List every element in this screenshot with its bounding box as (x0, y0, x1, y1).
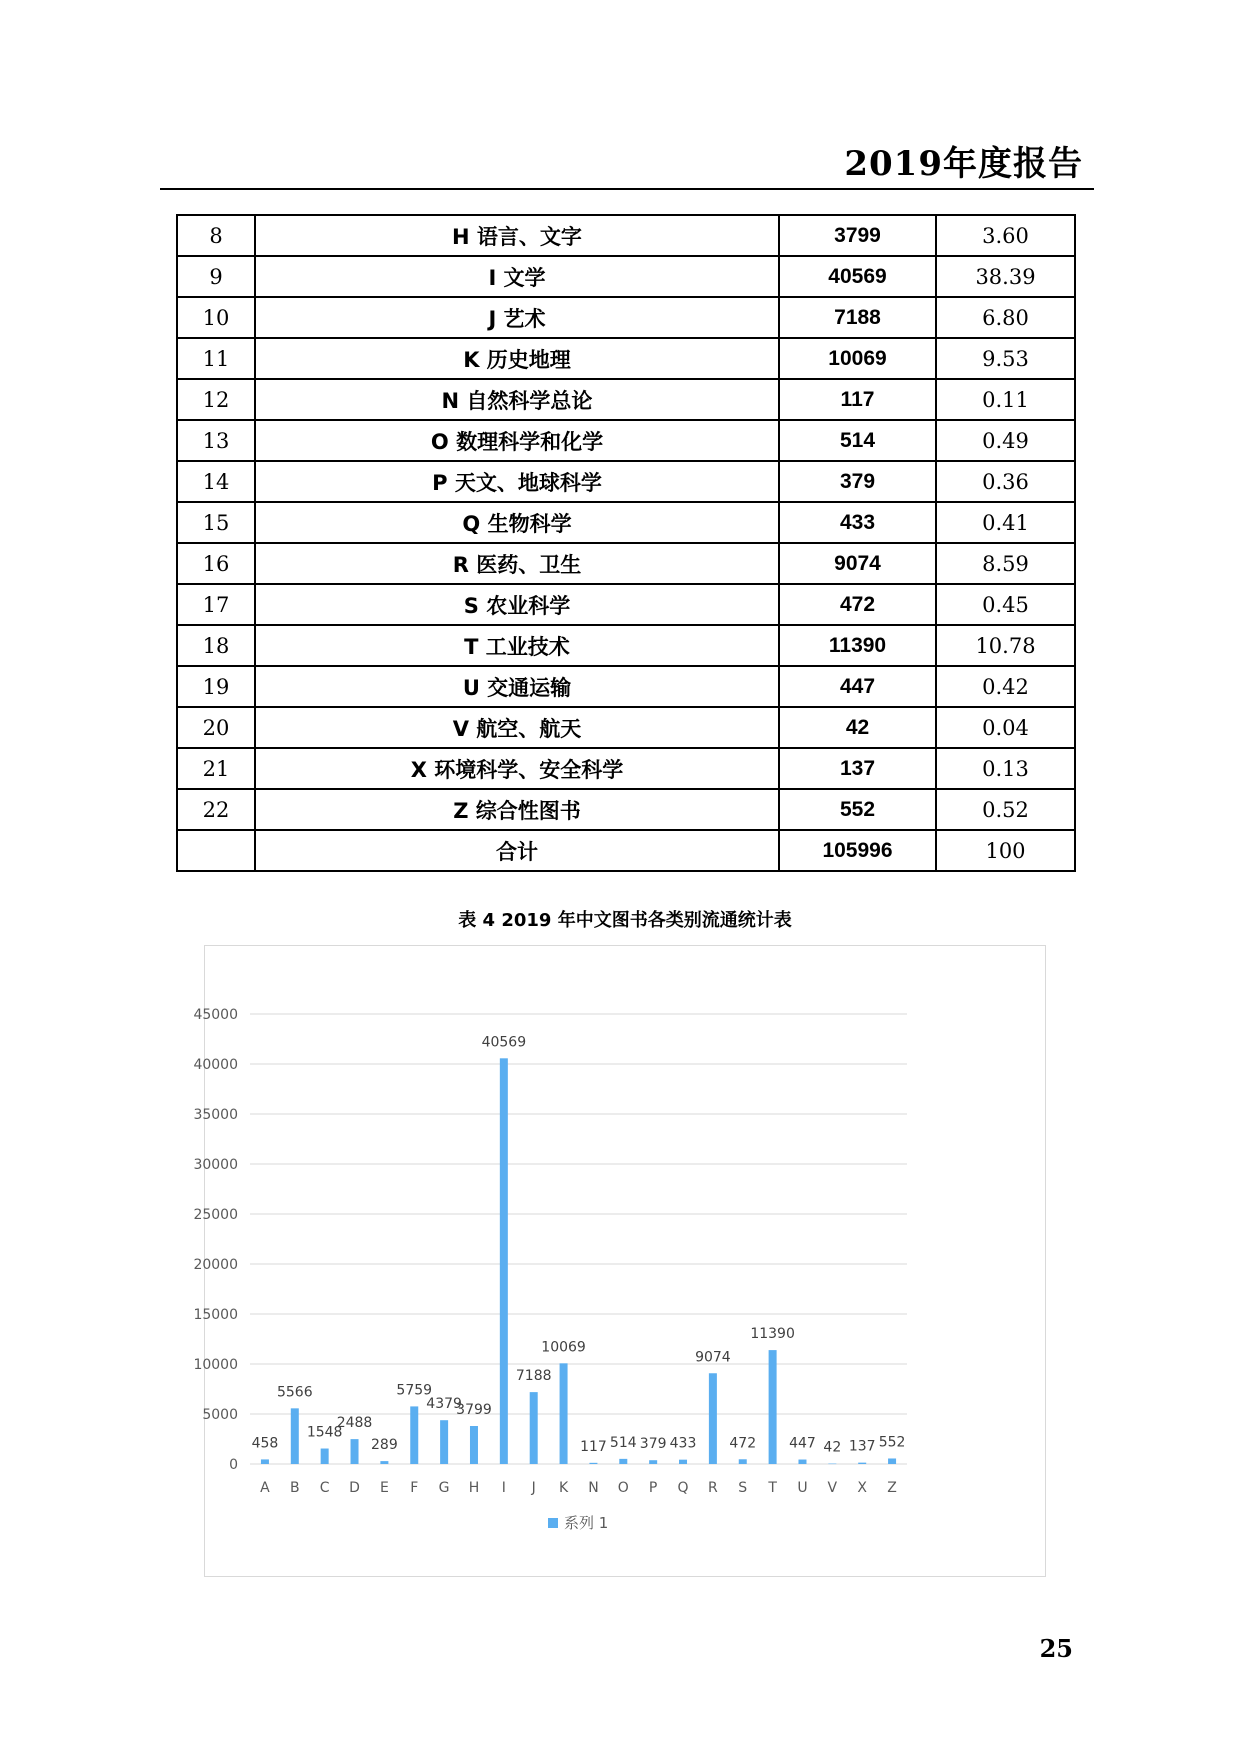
row-number-cell: 22 (177, 789, 255, 830)
x-tick-label: V (827, 1480, 838, 1496)
row-number-cell: 14 (177, 461, 255, 502)
percent-cell: 38.39 (936, 256, 1075, 297)
count-cell: 3799 (779, 215, 936, 256)
table-row (177, 830, 1075, 871)
table-row (177, 543, 1075, 584)
percent-cell: 9.53 (936, 338, 1075, 379)
data-label: 5566 (276, 1384, 313, 1401)
data-label: 289 (371, 1437, 398, 1454)
data-label: 3799 (456, 1402, 492, 1419)
percent-cell: 0.41 (936, 502, 1075, 543)
percent-cell: 0.04 (936, 707, 1075, 748)
y-tick-label: 20000 (193, 1257, 238, 1273)
count-cell: 9074 (779, 543, 936, 584)
x-tick-label: S (738, 1480, 748, 1496)
row-number-cell (177, 830, 255, 871)
legend-label: 系列 1 (564, 1514, 609, 1532)
percent-cell: 0.45 (936, 584, 1075, 625)
table-row (177, 420, 1075, 461)
category-cell: N 自然科学总论 (255, 379, 779, 420)
percent-cell: 3.60 (936, 215, 1075, 256)
row-number-cell: 9 (177, 256, 255, 297)
table-row (177, 502, 1075, 543)
data-label: 42 (823, 1439, 842, 1456)
bar (828, 1464, 836, 1465)
data-label: 447 (789, 1435, 816, 1452)
bar (649, 1460, 657, 1464)
count-cell: 11390 (779, 625, 936, 666)
category-cell: X 环境科学、安全科学 (255, 748, 779, 789)
category-cell: R 医药、卫生 (255, 543, 779, 584)
x-tick-label: E (379, 1480, 389, 1496)
table-row (177, 379, 1075, 420)
row-number-cell: 19 (177, 666, 255, 707)
x-tick-label: P (648, 1480, 658, 1496)
category-cell: T 工业技术 (255, 625, 779, 666)
percent-cell: 6.80 (936, 297, 1075, 338)
x-tick-label: N (588, 1480, 599, 1496)
y-tick-label: 10000 (193, 1357, 238, 1373)
x-tick-label: O (617, 1480, 629, 1496)
row-number-cell: 12 (177, 379, 255, 420)
x-tick-label: U (797, 1480, 808, 1496)
y-tick-label: 40000 (193, 1057, 238, 1073)
category-cell: P 天文、地球科学 (255, 461, 779, 502)
category-cell: J 艺术 (255, 297, 779, 338)
report-title: 2019年度报告 (844, 144, 1083, 184)
bar (440, 1420, 448, 1464)
category-cell: Q 生物科学 (255, 502, 779, 543)
row-number-cell: 8 (177, 215, 255, 256)
row-number-cell: 13 (177, 420, 255, 461)
percent-cell: 100 (936, 830, 1075, 871)
table-row (177, 584, 1075, 625)
x-tick-label: D (349, 1480, 360, 1496)
table-row (177, 256, 1075, 297)
table-row (177, 748, 1075, 789)
bar (291, 1408, 299, 1464)
y-tick-label: 35000 (193, 1107, 238, 1123)
x-tick-label: C (319, 1480, 330, 1496)
percent-cell: 0.52 (936, 789, 1075, 830)
page-number: 25 (1039, 1634, 1073, 1663)
count-cell: 472 (779, 584, 936, 625)
category-cell: O 数理科学和化学 (255, 420, 779, 461)
bar (589, 1463, 597, 1464)
category-cell: V 航空、航天 (255, 707, 779, 748)
category-cell: I 文学 (255, 256, 779, 297)
table-row (177, 338, 1075, 379)
count-cell: 105996 (779, 830, 936, 871)
bar (888, 1458, 896, 1464)
data-label: 379 (639, 1436, 667, 1453)
bar (351, 1439, 359, 1464)
category-cell: H 语言、文字 (255, 215, 779, 256)
count-cell: 40569 (779, 256, 936, 297)
percent-cell: 0.11 (936, 379, 1075, 420)
category-cell: K 历史地理 (255, 338, 779, 379)
bar (560, 1363, 568, 1464)
row-number-cell: 11 (177, 338, 255, 379)
header-divider (160, 188, 1094, 190)
bar (410, 1406, 418, 1464)
count-cell: 10069 (779, 338, 936, 379)
count-cell: 379 (779, 461, 936, 502)
bar-chart (193, 945, 1046, 1577)
bar-chart-svg (193, 946, 1047, 1578)
y-tick-label: 0 (229, 1457, 238, 1473)
x-tick-label: I (501, 1480, 506, 1496)
x-tick-label: X (857, 1480, 868, 1496)
bar (321, 1449, 329, 1464)
x-tick-label: J (531, 1480, 536, 1496)
x-tick-label: H (468, 1480, 480, 1496)
percent-cell: 0.49 (936, 420, 1075, 461)
category-cell: Z 综合性图书 (255, 789, 779, 830)
bar (798, 1460, 806, 1464)
data-label: 458 (251, 1435, 279, 1452)
row-number-cell: 10 (177, 297, 255, 338)
table-row (177, 666, 1075, 707)
bar (261, 1459, 269, 1464)
data-label: 9074 (695, 1349, 731, 1366)
count-cell: 514 (779, 420, 936, 461)
count-cell: 552 (779, 789, 936, 830)
data-label: 433 (669, 1435, 697, 1452)
category-cell: U 交通运输 (255, 666, 779, 707)
y-tick-label: 25000 (193, 1207, 238, 1223)
table-row (177, 789, 1075, 830)
percent-cell: 0.36 (936, 461, 1075, 502)
data-label: 514 (609, 1434, 637, 1451)
x-tick-label: Z (887, 1480, 897, 1496)
table-row (177, 707, 1075, 748)
y-tick-label: 30000 (193, 1157, 238, 1173)
row-number-cell: 17 (177, 584, 255, 625)
y-tick-label: 5000 (202, 1407, 238, 1423)
x-tick-label: Q (677, 1480, 689, 1496)
bar (470, 1426, 478, 1464)
data-label: 10069 (541, 1339, 586, 1356)
table-row (177, 461, 1075, 502)
x-tick-label: R (708, 1480, 718, 1496)
data-label: 5759 (396, 1382, 433, 1399)
count-cell: 117 (779, 379, 936, 420)
data-label: 137 (848, 1438, 876, 1455)
bar (709, 1373, 717, 1464)
data-label: 7188 (515, 1368, 552, 1385)
count-cell: 137 (779, 748, 936, 789)
legend-swatch (548, 1518, 558, 1528)
data-label: 1548 (306, 1424, 343, 1441)
percent-cell: 8.59 (936, 543, 1075, 584)
count-cell: 42 (779, 707, 936, 748)
bar (619, 1459, 627, 1464)
percent-cell: 0.13 (936, 748, 1075, 789)
row-number-cell: 20 (177, 707, 255, 748)
table-row (177, 215, 1075, 256)
circulation-table (176, 214, 1076, 872)
data-label: 552 (878, 1434, 906, 1451)
row-number-cell: 16 (177, 543, 255, 584)
x-tick-label: G (438, 1480, 450, 1496)
table-caption: 表 4 2019 年中文图书各类别流通统计表 (458, 910, 792, 931)
count-cell: 7188 (779, 297, 936, 338)
count-cell: 433 (779, 502, 936, 543)
row-number-cell: 18 (177, 625, 255, 666)
y-tick-label: 15000 (193, 1307, 238, 1323)
x-tick-label: K (558, 1480, 569, 1496)
bar (858, 1463, 866, 1464)
bar (739, 1459, 747, 1464)
data-label: 40569 (481, 1034, 527, 1051)
y-tick-label: 45000 (193, 1007, 238, 1023)
data-label: 4379 (426, 1396, 462, 1413)
percent-cell: 0.42 (936, 666, 1075, 707)
bar (500, 1058, 508, 1464)
table-row (177, 625, 1075, 666)
category-cell: 合计 (255, 830, 779, 871)
data-label: 472 (729, 1435, 757, 1452)
data-label: 2488 (336, 1415, 373, 1432)
percent-cell: 10.78 (936, 625, 1075, 666)
x-tick-label: T (768, 1480, 777, 1496)
table-row (177, 297, 1075, 338)
row-number-cell: 15 (177, 502, 255, 543)
x-tick-label: F (410, 1480, 419, 1496)
bar (530, 1392, 538, 1464)
bar (380, 1461, 388, 1464)
count-cell: 447 (779, 666, 936, 707)
row-number-cell: 21 (177, 748, 255, 789)
data-label: 117 (580, 1438, 607, 1455)
category-cell: S 农业科学 (255, 584, 779, 625)
x-tick-label: B (289, 1480, 300, 1496)
bar (679, 1460, 687, 1464)
bar (769, 1350, 777, 1464)
data-label: 11390 (750, 1326, 795, 1343)
x-tick-label: A (260, 1480, 270, 1496)
